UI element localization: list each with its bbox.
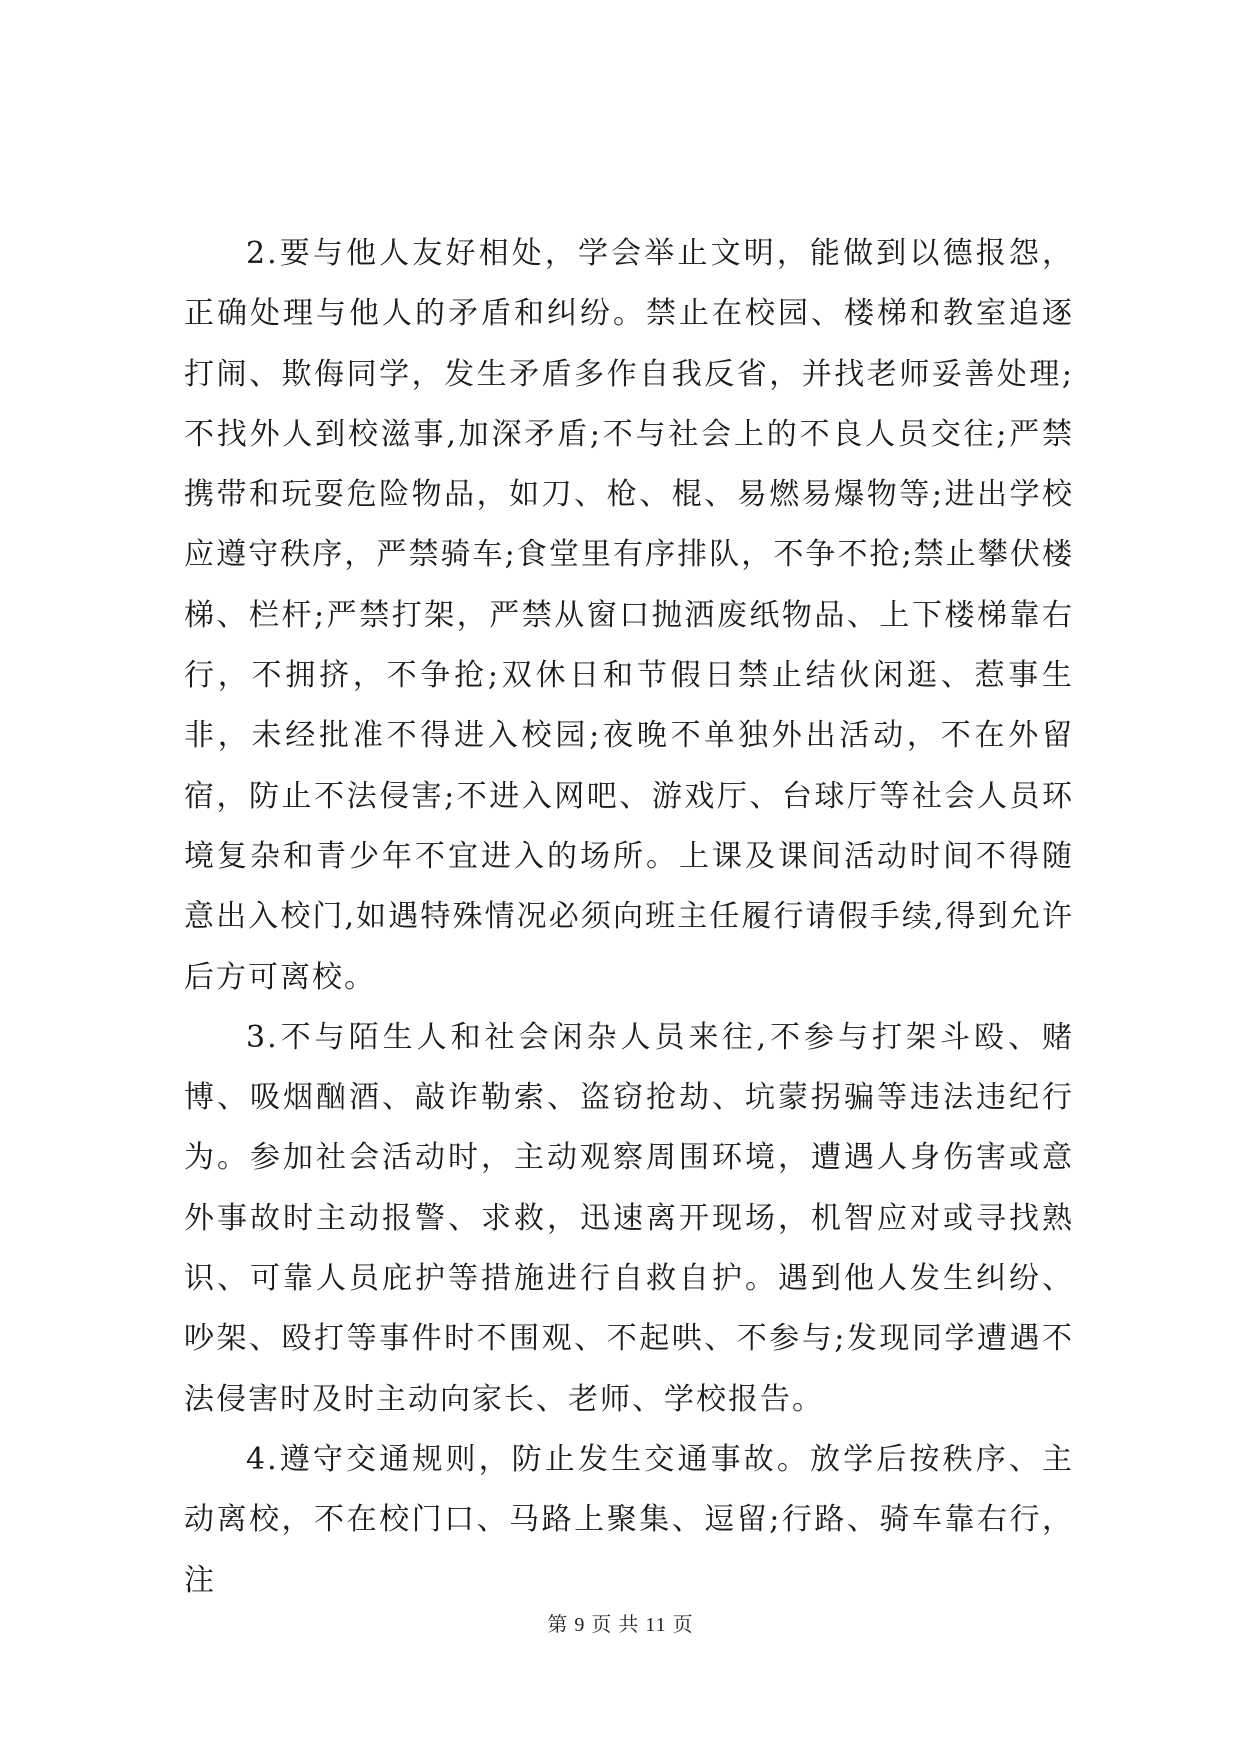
page-number-footer: 第 9 页 共 11 页 [547,1614,694,1636]
document-body [184,224,1074,1611]
paragraph-item-2: 2.要与他人友好相处，学会举止文明，能做到以德报怨，正确处理与他人的矛盾和纠纷。禁止在校园、楼梯和教室追逐打闹、欺侮同学，发生矛盾多作自我反省，并找老师妥善处理;不找外人到校滋事,加深矛盾;不与社会上的不良人员交往;严禁携带和玩耍危险物品，如刀、枪、棍、易燃易爆物等;进出学校应遵守秩序，严禁骑车;食堂里有序排队，不争不抢;禁止攀伏楼梯、栏杆;严禁打架，严禁从窗口抛洒废纸物品、上下楼梯靠右行，不拥挤，不争抢;双休日和节假日禁止结伙闲逛、惹事生非，未经批准不得进入校园;夜晚不单独外出活动，不在外留宿，防止不法侵害;不进入网吧、游戏厅、台球厅等社会人员环境复杂和青少年不宜进入的场所。上课及课间活动时间不得随意出入校门,如遇特殊情况必须向班主任履行请假手续,得到允许后方可离校。 [184,236,1074,995]
paragraph-item-4: 4.遵守交通规则，防止发生交通事故。放学后按秩序、主动离校，不在校门口、马路上聚集、逗留;行路、骑车靠右行，注 [184,1441,1074,1598]
paragraph-item-3: 3.不与陌生人和社会闲杂人员来往,不参与打架斗殴、赌博、吸烟酗酒、敲诈勒索、盗窃抢劫、坑蒙拐骗等违法违纪行为。参加社会活动时，主动观察周围环境，遭遇人身伤害或意外事故时主动报警、求救，迅速离开现场，机智应对或寻找熟识、可靠人员庇护等措施进行自救自护。遇到他人发生纠纷、吵架、殴打等事件时不围观、不起哄、不参与;发现同学遭遇不法侵害时及时主动向家长、老师、学校报告。 [184,1019,1074,1417]
